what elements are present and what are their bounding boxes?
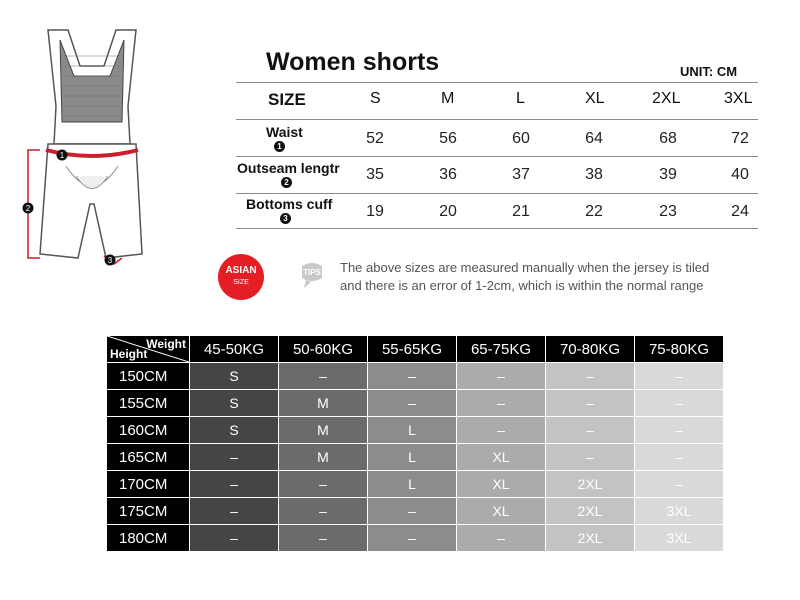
size-cell: – <box>457 417 546 444</box>
bib-shorts-illustration <box>18 26 158 276</box>
waist-value: 64 <box>585 130 603 147</box>
size-cell: – <box>279 363 368 390</box>
weight-header: 75-80KG <box>635 336 724 363</box>
table-row <box>107 498 724 525</box>
size-cell: 3XL <box>635 498 724 525</box>
size-cell: – <box>279 498 368 525</box>
cuff-value: 24 <box>731 203 749 220</box>
size-cell: – <box>635 471 724 498</box>
row-label-outseam: Outseam lengtr 2 <box>237 160 340 187</box>
divider <box>236 82 758 83</box>
table-row <box>107 390 724 417</box>
size-cell: – <box>546 363 635 390</box>
cuff-value: 21 <box>512 203 530 220</box>
size-cell: – <box>546 417 635 444</box>
outseam-value: 35 <box>366 166 384 183</box>
size-cell: – <box>368 390 457 417</box>
weight-height-grid <box>106 335 724 552</box>
size-col-header: L <box>516 90 525 107</box>
outseam-value: 38 <box>585 166 603 183</box>
size-cell: XL <box>457 471 546 498</box>
size-cell: S <box>190 390 279 417</box>
size-cell: XL <box>457 444 546 471</box>
cuff-value: 20 <box>439 203 457 220</box>
table-row <box>107 417 724 444</box>
divider <box>236 228 758 229</box>
grid-corner <box>107 336 190 363</box>
size-col-header: M <box>441 90 455 107</box>
weight-header: 65-75KG <box>457 336 546 363</box>
table-row <box>107 363 724 390</box>
outseam-value: 37 <box>512 166 530 183</box>
size-cell: – <box>279 471 368 498</box>
size-cell: – <box>368 498 457 525</box>
weight-header: 70-80KG <box>546 336 635 363</box>
height-label: 165CM <box>107 444 190 471</box>
marker-3: 3 <box>107 256 113 265</box>
row-label-waist: Waist 1 <box>266 124 303 151</box>
size-cell: – <box>457 363 546 390</box>
marker-badge: 2 <box>281 177 292 188</box>
divider <box>236 119 758 120</box>
unit-label: UNIT: CM <box>680 64 738 79</box>
marker-badge: 3 <box>280 213 291 224</box>
size-cell: – <box>190 498 279 525</box>
tips-line: The above sizes are measured manually when the jersey is tiled <box>340 260 710 275</box>
size-cell: – <box>635 390 724 417</box>
waist-value: 60 <box>512 130 530 147</box>
outseam-value: 39 <box>659 166 677 183</box>
size-col-header: 3XL <box>724 90 753 107</box>
size-header: SIZE <box>268 90 306 109</box>
size-cell: 2XL <box>546 525 635 552</box>
bib-shorts-drawing <box>18 26 158 276</box>
weight-header: 45-50KG <box>190 336 279 363</box>
size-cell: – <box>368 363 457 390</box>
divider <box>236 156 758 157</box>
size-cell: M <box>279 417 368 444</box>
weight-header: 55-65KG <box>368 336 457 363</box>
size-cell: – <box>546 444 635 471</box>
weight-axis-label: Weight <box>146 337 186 351</box>
height-label: 150CM <box>107 363 190 390</box>
size-cell: S <box>190 363 279 390</box>
tips-line: and there is an error of 1-2cm, which is within the normal range <box>340 278 704 293</box>
size-cell: – <box>457 525 546 552</box>
size-col-header: 2XL <box>652 90 681 107</box>
height-label: 155CM <box>107 390 190 417</box>
outseam-value: 36 <box>439 166 457 183</box>
size-cell: 2XL <box>546 471 635 498</box>
size-cell: – <box>190 471 279 498</box>
asian-badge-subtext: SIZE <box>233 279 249 286</box>
size-cell: – <box>635 363 724 390</box>
cuff-value: 23 <box>659 203 677 220</box>
table-title: Women shorts <box>266 48 440 76</box>
height-label: 175CM <box>107 498 190 525</box>
size-cell: 3XL <box>635 525 724 552</box>
size-cell: L <box>368 417 457 444</box>
divider <box>236 193 758 194</box>
table-row <box>107 525 724 552</box>
waist-value: 72 <box>731 130 749 147</box>
weight-header: 50-60KG <box>279 336 368 363</box>
waist-value: 52 <box>366 130 384 147</box>
waist-value: 68 <box>659 130 677 147</box>
height-label: 160CM <box>107 417 190 444</box>
size-cell: L <box>368 444 457 471</box>
size-col-header: S <box>370 90 381 107</box>
height-label: 170CM <box>107 471 190 498</box>
size-cell: – <box>279 525 368 552</box>
size-cell: – <box>457 390 546 417</box>
table-row <box>107 444 724 471</box>
cuff-value: 22 <box>585 203 603 220</box>
marker-badge: 1 <box>274 141 285 152</box>
height-label: 180CM <box>107 525 190 552</box>
marker-2: 2 <box>25 204 31 213</box>
marker-1: 1 <box>59 151 65 160</box>
size-col-header: XL <box>585 90 605 107</box>
size-cell: – <box>635 444 724 471</box>
size-cell: – <box>190 525 279 552</box>
size-cell: – <box>368 525 457 552</box>
size-cell: – <box>635 417 724 444</box>
tips-icon-label: TIPS <box>303 268 321 277</box>
height-axis-label: Height <box>110 347 148 361</box>
size-cell: M <box>279 390 368 417</box>
size-cell: M <box>279 444 368 471</box>
size-cell: 2XL <box>546 498 635 525</box>
cuff-value: 19 <box>366 203 384 220</box>
outseam-value: 40 <box>731 166 749 183</box>
asian-size-badge <box>218 254 264 300</box>
size-cell: L <box>368 471 457 498</box>
size-cell: XL <box>457 498 546 525</box>
tips-icon <box>296 260 328 290</box>
row-label-cuff: Bottoms cuff 3 <box>246 196 333 223</box>
table-row <box>107 471 724 498</box>
size-cell: S <box>190 417 279 444</box>
waist-value: 56 <box>439 130 457 147</box>
size-cell: – <box>546 390 635 417</box>
size-cell: – <box>190 444 279 471</box>
tips-text <box>340 259 780 295</box>
asian-badge-text: ASIAN <box>225 265 257 276</box>
